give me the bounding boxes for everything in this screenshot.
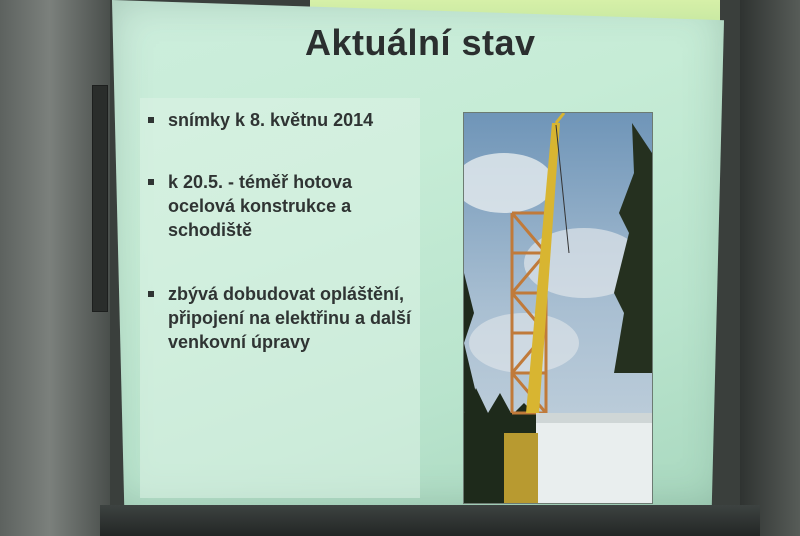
room-wall-right: [740, 0, 800, 536]
bullet-text: zbývá dobudovat opláštění, připojení na elektřinu a další venkovní úpravy: [168, 284, 412, 352]
screen-bottom-frame: [100, 505, 760, 536]
bullet-square-icon: [148, 179, 154, 185]
screen-frame-bar: [92, 85, 108, 312]
slide-title: Aktuální stav: [305, 22, 536, 63]
bullet-text: k 20.5. - téměř hotova ocelová konstrukce a schodiště: [168, 172, 353, 240]
photo-illustration: [464, 113, 652, 503]
tower-construction-photo: [463, 112, 653, 504]
bullet-text: snímky k 8. květnu 2014: [168, 110, 374, 130]
bullet-square-icon: [148, 117, 154, 123]
bullet-square-icon: [148, 291, 154, 297]
